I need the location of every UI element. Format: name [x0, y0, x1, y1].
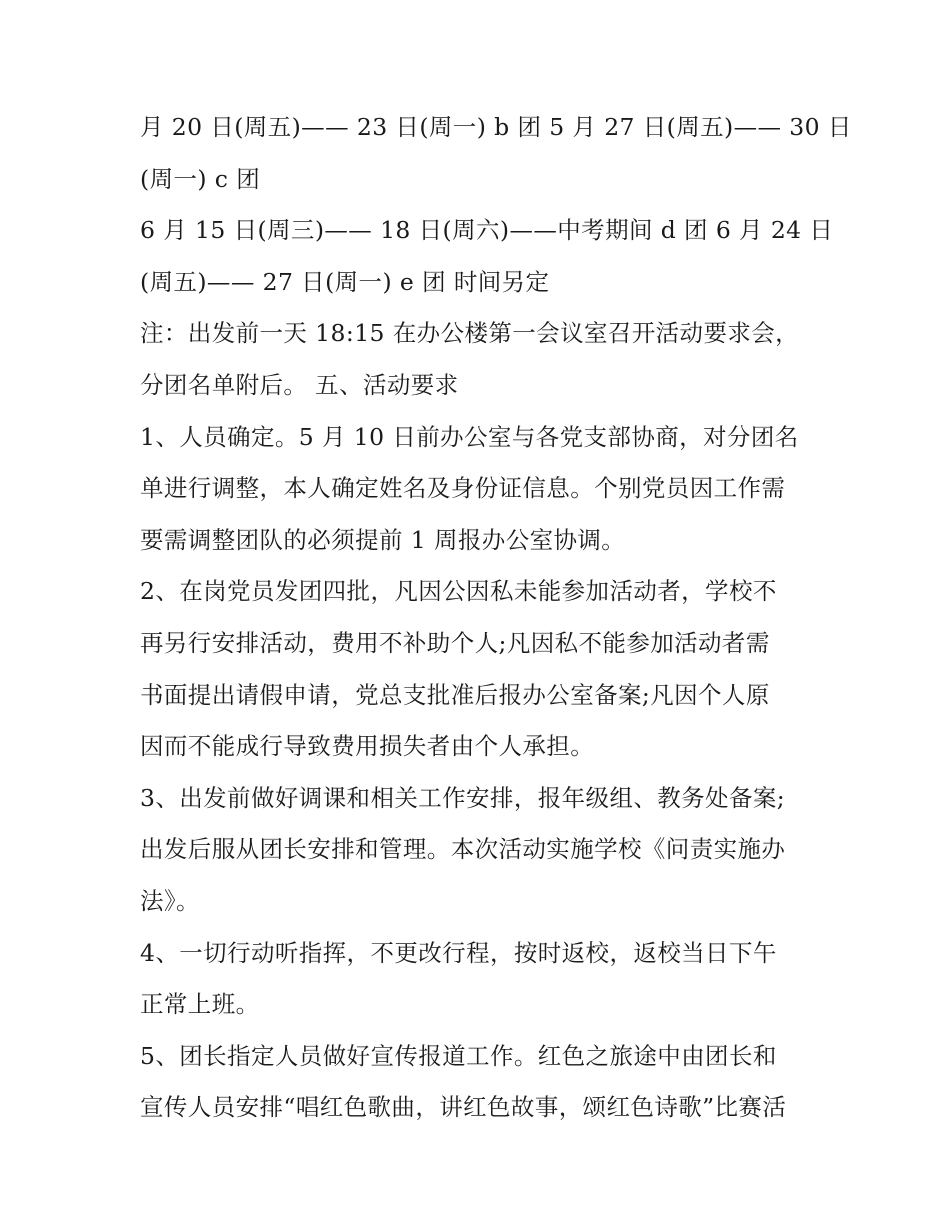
- text-line: (周一) c 团: [140, 164, 261, 193]
- text-line: 5、团长指定人员做好宣传报道工作。红色之旅途中由团长和: [140, 1041, 777, 1070]
- text-line: 出发后服从团长安排和管理。本次活动实施学校《问责实施办: [140, 835, 786, 864]
- text-line: 4、一切行动听指挥，不更改行程，按时返校，返校当日下午: [140, 938, 777, 967]
- text-line: 书面提出请假申请，党总支批准后报办公室备案;凡因个人原: [140, 680, 770, 709]
- text-line: 6 月 15 日(周三)—— 18 日(周六)——中考期间 d 团 6 月 24 日: [140, 216, 834, 245]
- text-line: 月 20 日(周五)—— 23 日(周一) b 团 5 月 27 日(周五)—— 30 日: [140, 113, 852, 141]
- text-line: 注：出发前一天 18:15 在办公楼第一会议室召开活动要求会，: [140, 319, 800, 348]
- text-line: 因而不能成行导致费用损失者由个人承担。: [140, 732, 595, 761]
- document-body: [140, 102, 852, 1134]
- text-line: 要需调整团队的必须提前 1 周报办公室协调。: [140, 525, 626, 554]
- text-line: 宣传人员安排“唱红色歌曲，讲红色故事，颂红色诗歌”比赛活: [140, 1093, 787, 1122]
- text-line: 法》。: [140, 886, 200, 915]
- text-line: 正常上班。: [140, 990, 260, 1019]
- text-line: 3、出发前做好调课和相关工作安排，报年级组、教务处备案;: [140, 783, 786, 812]
- text-line: 单进行调整，本人确定姓名及身份证信息。个别党员因工作需: [140, 474, 786, 503]
- text-line: 2、在岗党员发团四批，凡因公因私未能参加活动者，学校不: [140, 577, 777, 606]
- text-line: 再另行安排活动，费用不补助个人;凡因私不能参加活动者需: [140, 628, 770, 657]
- text-line: 1、人员确定。5 月 10 日前办公室与各党支部协商，对分团名: [140, 422, 799, 451]
- text-line: (周五)—— 27 日(周一) e 团 时间另定: [140, 267, 550, 296]
- text-line: 分团名单附后。 五、活动要求: [140, 370, 459, 399]
